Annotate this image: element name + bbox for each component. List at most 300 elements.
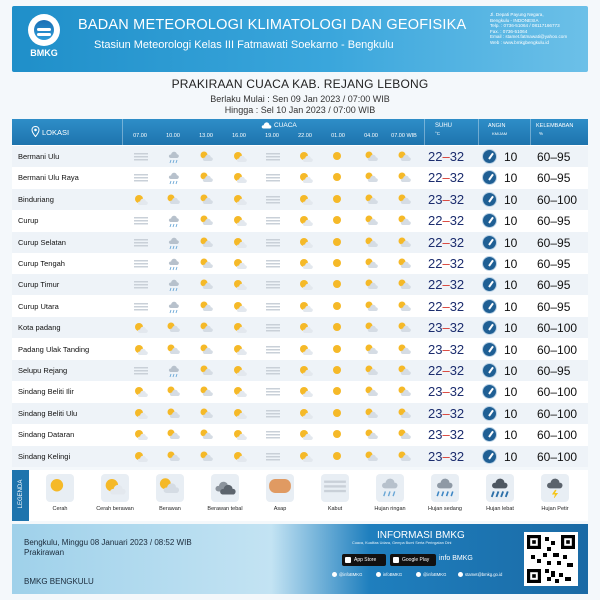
cloudy-icon [198,192,216,207]
header-divider [424,119,425,145]
social-facebook[interactable] [376,572,402,577]
partly-icon [132,406,150,421]
play-icon [393,557,399,563]
temp-min: 22 [428,363,443,378]
wind-direction-icon [482,277,497,292]
humidity-range: 60–100 [537,342,578,357]
cloudy-icon [198,149,216,164]
cloudy-icon [396,277,414,292]
humidity-range: 60–95 [537,171,571,186]
facebook-icon [376,572,381,577]
apple-icon [345,557,351,563]
rain-light-icon [165,235,183,250]
partly-icon [231,384,249,399]
temp-min: 22 [428,256,443,271]
temp-max: 32 [449,191,465,207]
table-row [12,253,588,274]
temp-max: 32 [449,427,465,443]
wind-speed: 10 [504,171,518,186]
partly-icon [101,474,129,502]
wind-speed: 10 [504,257,518,271]
sunny-icon [330,384,348,399]
contact-line: Fax. : 0736-51064 [490,28,528,34]
email-icon [458,572,463,577]
cloudy-icon [396,406,414,421]
social-handle: stamet@bmkg.go.id [465,572,503,577]
agency-name: BADAN METEOROLOGI KLIMATOLOGI DAN GEOFISIKA [78,17,467,33]
wind-direction-icon [482,299,497,314]
location-name: Kota padang [18,323,61,333]
partly-icon [132,342,150,357]
sunny-icon [330,427,348,442]
hazy-icon [264,192,282,207]
legend [12,470,588,521]
cloudy-icon [198,170,216,185]
temperature-range [428,406,478,421]
table-row [12,232,588,253]
thunder-icon [541,474,569,502]
temp-dash: – [442,149,450,164]
humidity-range: 60–100 [537,385,578,400]
cloudy-icon [198,299,216,314]
temperature-range [428,449,478,464]
sunny-icon [330,299,348,314]
rain-light-icon [165,256,183,271]
wind-speed: 10 [504,321,518,336]
social-instagram[interactable] [416,572,446,577]
header-kelembaban-unit: % [539,131,544,136]
temp-max: 32 [449,234,465,250]
cloudy-icon [396,235,414,250]
sunny-icon [330,213,348,228]
legend-label: Hujan sedang [428,506,462,512]
table-row [12,146,588,167]
humidity-range: 60–100 [537,321,578,336]
hazy-icon [132,277,150,292]
humidity-range: 60–100 [537,406,578,421]
cloudy-icon [198,277,216,292]
temperature-range [428,170,478,185]
legend-item [474,472,526,519]
legend-label: Cerah berawan [96,506,134,512]
header-suhu-unit: °C [435,131,441,136]
temp-max: 32 [449,277,465,293]
wind-direction-icon [482,213,497,228]
hour-label: 04.00 [364,133,378,139]
legend-item [199,472,251,519]
wind-direction-icon [482,320,497,335]
wind-direction-icon [482,384,497,399]
google-play-label: Google Play [402,557,430,563]
temp-min: 23 [428,427,443,443]
cloudy-icon [396,342,414,357]
humidity-range: 60–95 [537,150,571,164]
partly-icon [132,427,150,442]
humidity-range: 60–100 [537,428,578,443]
sunny-icon [330,170,348,185]
partly-icon [297,320,315,335]
cloudy-icon [396,449,414,464]
partly-icon [297,384,315,399]
rain-light-icon [165,149,183,164]
cloudy-icon [396,149,414,164]
rain-heavy-icon [486,474,514,502]
table-header [12,119,588,145]
social-email[interactable] [458,572,502,577]
cloudy-icon [198,213,216,228]
qr-pattern-icon [527,535,575,583]
legend-label: Hujan Petir [541,506,569,512]
cloudy-icon [396,384,414,399]
partly-icon [132,320,150,335]
cloudy-icon [363,256,381,271]
cloudy-icon [198,256,216,271]
valid-until: Hingga : Sel 10 Jan 2023 / 07:00 WIB [224,105,376,115]
wind-speed: 10 [504,278,518,293]
hour-label: 10.00 [166,133,180,139]
google-play-badge[interactable] [390,554,436,566]
humidity-range: 60–95 [537,278,571,293]
hour-label: 19.00 [265,133,279,139]
cloudy-icon [396,170,414,185]
cloudy-icon [198,384,216,399]
location-name: Curup Tengah [18,259,65,268]
location-name: Sindang Beliti Ulu [18,408,78,418]
sunny-icon [330,235,348,250]
header-kelembaban: KELEMBABAN [536,123,574,129]
cloudy-icon [165,320,183,335]
cloudy-icon [165,406,183,421]
contact-line: Web : www.bmkgbengkulu.id [490,39,549,45]
instagram-icon [416,572,421,577]
temperature-range [428,149,478,164]
temp-min: 23 [428,448,443,464]
cloudy-icon [198,235,216,250]
legend-item [144,472,196,519]
temp-dash: – [442,298,450,314]
cloudy-icon [396,320,414,335]
header-divider [530,119,531,145]
header-angin-unit: KM/JAM [492,131,508,136]
legend-item [34,472,86,519]
temp-min: 22 [428,234,443,250]
temp-min: 22 [428,277,443,293]
partly-icon [231,192,249,207]
temp-dash: – [442,448,450,464]
hazy-icon [264,363,282,378]
hazy-icon [264,342,282,357]
partly-icon [231,256,249,271]
cloudy-icon [198,449,216,464]
rain-light-icon [165,170,183,185]
partly-icon [231,363,249,378]
wind-speed: 10 [504,428,518,443]
cloudy-icon [396,192,414,207]
legend-item [89,472,141,519]
temperature-range [428,384,478,399]
rain-light-icon [376,474,404,502]
wind-speed: 10 [504,150,518,164]
humidity-range: 60–100 [537,449,578,464]
partly-icon [297,170,315,185]
wind-direction-icon [482,363,497,378]
table-row [12,446,588,467]
temp-max: 32 [449,341,465,357]
temp-min: 22 [428,213,443,229]
header-cuaca: CUACA [274,122,297,129]
station-name: Stasiun Meteorologi Kelas III Fatmawati Soekarno - Bengkulu [94,39,394,51]
rain-light-icon [165,213,183,228]
partly-icon [231,235,249,250]
wind-direction-icon [482,192,497,207]
contact-line: Telp. : 0736-51064 / 08117166773 [490,23,560,29]
temp-max: 32 [449,213,465,229]
temp-dash: – [442,384,450,400]
cloudy-icon [396,299,414,314]
location-name: Binduriang [18,194,54,204]
temp-min: 23 [428,384,443,400]
wind-speed: 10 [504,364,518,378]
hazy-icon [264,299,282,314]
location-name: Padang Ulak Tanding [18,344,90,354]
sunny-icon [330,342,348,357]
location-name: Curup Utara [18,301,59,311]
hour-label: 16.00 [232,133,246,139]
logo-text: BMKG [30,48,58,58]
partly-icon [231,299,249,314]
legend-item [364,472,416,519]
rain-light-icon [165,277,183,292]
wind-speed: 10 [504,235,518,250]
hazy-icon [264,406,282,421]
hour-label: 13.00 [199,133,213,139]
legend-item [529,472,581,519]
hazy-icon [264,277,282,292]
partly-icon [231,320,249,335]
legend-label: Berawan [159,506,181,512]
temp-max: 32 [449,149,465,164]
location-name: Curup Timur [18,280,60,290]
sunny-icon [46,474,74,502]
sunny-icon [330,449,348,464]
cloudy-icon [363,192,381,207]
rain-moderate-icon [431,474,459,502]
cloud-icon [261,121,272,129]
temperature-range [428,363,478,378]
wind-speed: 10 [504,192,518,207]
cloudy-icon [363,449,381,464]
hazy-icon [264,320,282,335]
temp-max: 32 [449,384,465,400]
hazy-icon [132,256,150,271]
sunny-icon [330,406,348,421]
hour-label: 07.00 WIB [391,133,417,139]
cloudy-icon [165,384,183,399]
hazy-icon [264,149,282,164]
table-row [12,189,588,210]
temp-dash: – [442,405,450,421]
legend-label: Berawan tebal [207,506,243,512]
legend-bar [12,470,29,521]
cloudy-icon [396,213,414,228]
location-name: Sindang Dataran [18,430,75,440]
temp-max: 32 [449,448,465,464]
legend-item [254,472,306,519]
cloudy-icon [363,170,381,185]
hazy-icon [132,213,150,228]
hazy-icon [264,449,282,464]
header-lokasi: LOKASI [42,128,70,137]
partly-icon [297,427,315,442]
hazy-icon [132,149,150,164]
temp-max: 32 [449,256,465,271]
app-store-label: App Store [354,557,377,563]
cloudy-icon [363,320,381,335]
contact-line: Jl. Depati Payung Negara, [490,12,544,17]
table-row [12,296,588,317]
office-name: BMKG BENGKULU [24,577,94,586]
social-twitter[interactable] [332,572,362,577]
bmkg-logo [22,14,66,64]
cloudy-icon [363,235,381,250]
forecast-title-block [0,77,600,115]
social-links [332,572,512,582]
temp-dash: – [442,277,450,293]
cloudy-icon [198,342,216,357]
location-pin-icon [31,126,40,137]
qr-code[interactable] [524,532,578,586]
temp-dash: – [442,234,450,250]
hazy-icon [132,299,150,314]
cloudy-icon [363,384,381,399]
wind-speed: 10 [504,342,518,357]
cloudy-icon [363,342,381,357]
hazy-icon [264,427,282,442]
humidity-range: 60–95 [537,257,571,271]
partly-icon [297,235,315,250]
temp-max: 32 [449,405,465,421]
temp-min: 22 [428,170,443,186]
hour-label: 22.00 [298,133,312,139]
cloudy-icon [165,342,183,357]
temp-dash: – [442,213,450,229]
contact-line: Email : stamet.fatmawati@yahoo.com [490,34,568,40]
app-store-badge[interactable] [342,554,386,566]
table-row [12,317,588,338]
overcast-icon [211,474,239,502]
partly-icon [297,342,315,357]
temp-max: 32 [449,170,465,186]
cloudy-icon [165,192,183,207]
contact-info [490,12,586,46]
partly-icon [297,299,315,314]
temp-min: 23 [428,191,443,207]
partly-icon [297,192,315,207]
header-banner [12,6,588,72]
table-row [12,210,588,231]
smoke-icon [266,474,294,502]
wind-direction-icon [482,235,497,250]
wind-speed: 10 [504,299,518,314]
cloudy-icon [198,363,216,378]
header-divider [122,119,123,145]
temperature-range [428,256,478,271]
footer [12,524,588,594]
temp-min: 22 [428,149,443,164]
twitter-icon [332,572,337,577]
temp-dash: – [442,256,450,271]
humidity-range: 60–95 [537,214,571,229]
legend-label: Cerah [52,506,68,512]
sunny-icon [330,363,348,378]
wind-direction-icon [482,170,497,185]
table-row [12,339,588,360]
temperature-range [428,427,478,442]
hazy-icon [264,235,282,250]
info-subtitle: Cuaca, Kualitas Udara, Gempa Bumi Serta Peringatan Dini [352,541,452,545]
cloudy-icon [363,363,381,378]
wind-direction-icon [482,342,497,357]
wind-speed: 10 [504,406,518,421]
temp-max: 32 [449,298,465,314]
humidity-range: 60–95 [537,235,571,250]
valid-from: Berlaku Mulai : Sen 09 Jan 2023 / 07:00 WIB [210,94,390,104]
legend-label: Asap [273,506,287,512]
legend-item [419,472,471,519]
hazy-icon [264,213,282,228]
location-name: Sindang Kelingi [18,451,71,461]
forecast-table [12,119,588,467]
info-bmkg-brand: info BMKG [439,555,473,562]
temp-max: 32 [449,363,465,378]
temp-min: 23 [428,320,443,336]
partly-icon [297,149,315,164]
wind-direction-icon [482,256,497,271]
location-name: Curup Selatan [18,237,66,247]
hours-row [125,133,421,144]
hazy-icon [264,170,282,185]
temperature-range [428,320,478,335]
hour-label: 01.00 [331,133,345,139]
partly-icon [231,449,249,464]
temperature-range [428,277,478,292]
partly-icon [297,449,315,464]
partly-icon [297,363,315,378]
temperature-range [428,213,478,228]
location-name: Selupu Rejang [18,366,68,375]
rain-light-icon [165,363,183,378]
temperature-range [428,235,478,250]
sunny-icon [330,149,348,164]
legend-title: LEGENDA [18,479,24,509]
header-angin: ANGIN [488,123,506,129]
hour-label: 07.00 [133,133,147,139]
location-name: Curup [18,216,39,226]
header-divider [478,119,479,145]
temp-dash: – [442,170,450,186]
partly-icon [231,406,249,421]
table-row [12,167,588,188]
partly-icon [132,449,150,464]
humidity-range: 60–95 [537,364,571,378]
partly-icon [231,170,249,185]
temperature-range [428,299,478,314]
partly-icon [132,192,150,207]
partly-icon [231,213,249,228]
cloudy-icon [396,363,414,378]
social-handle: @infoBMKG [339,572,363,577]
location-name: Bermani Ulu Raya [18,173,79,183]
